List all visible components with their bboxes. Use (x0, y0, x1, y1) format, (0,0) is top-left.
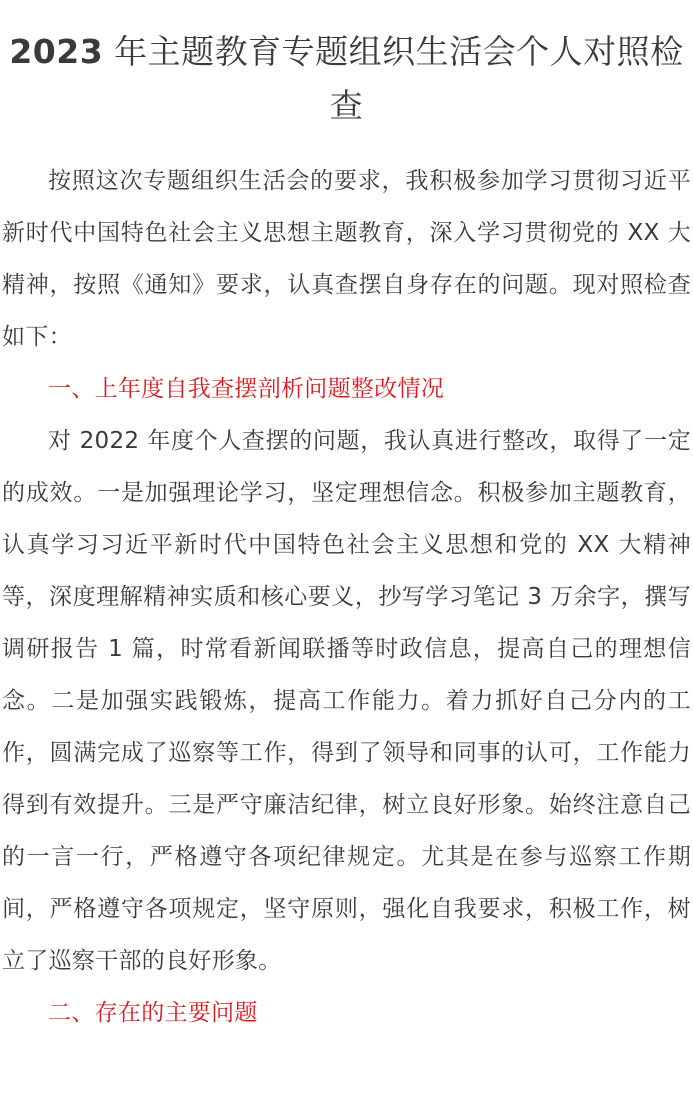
document-title (0, 0, 693, 133)
intro-paragraph: 按照这次专题组织生活会的要求，我积极参加学习贯彻习近平新时代中国特色社会主义思想主题教育，深入学习贯彻党的 XX 大精神，按照《通知》要求，认真查摆自身存在的问题。现对照检查如下： (2, 168, 691, 350)
title-text: 年主题教育专题组织生活会个人对照检查 (103, 32, 684, 125)
section-1-paragraph: 对 2022 年度个人查摆的问题，我认真进行整改，取得了一定的成效。一是加强理论学习，坚定理想信念。积极参加主题教育，认真学习习近平新时代中国特色社会主义思想和党的 XX 大精神等，深度理解精神实质和核心要义，抄写学习笔记 3 万余字，撰写调研报告 1 篇，时常看新闻联播等时政信息，提高自己的理想信念。二是加强实践锻炼，提高工作能力。着力抓好自己分内的工作，圆满完成了巡察等工作，得到了领导和同事的认可，工作能力得到有效提升。三是严守廉洁纪律，树立良好形象。始终注意自己的一言一行，严格遵守各项纪律规定。尤其是在参与巡察工作期间，严格遵守各项规定，坚守原则，强化自我要求，积极工作，树立了巡察干部的良好形象。 (2, 428, 691, 974)
section-heading-2: 二、存在的主要问题 (48, 1000, 258, 1026)
section-heading-1: 一、上年度自我查摆剖析问题整改情况 (48, 376, 445, 402)
document-body (0, 155, 693, 1039)
title-year: 2023 (9, 32, 104, 71)
